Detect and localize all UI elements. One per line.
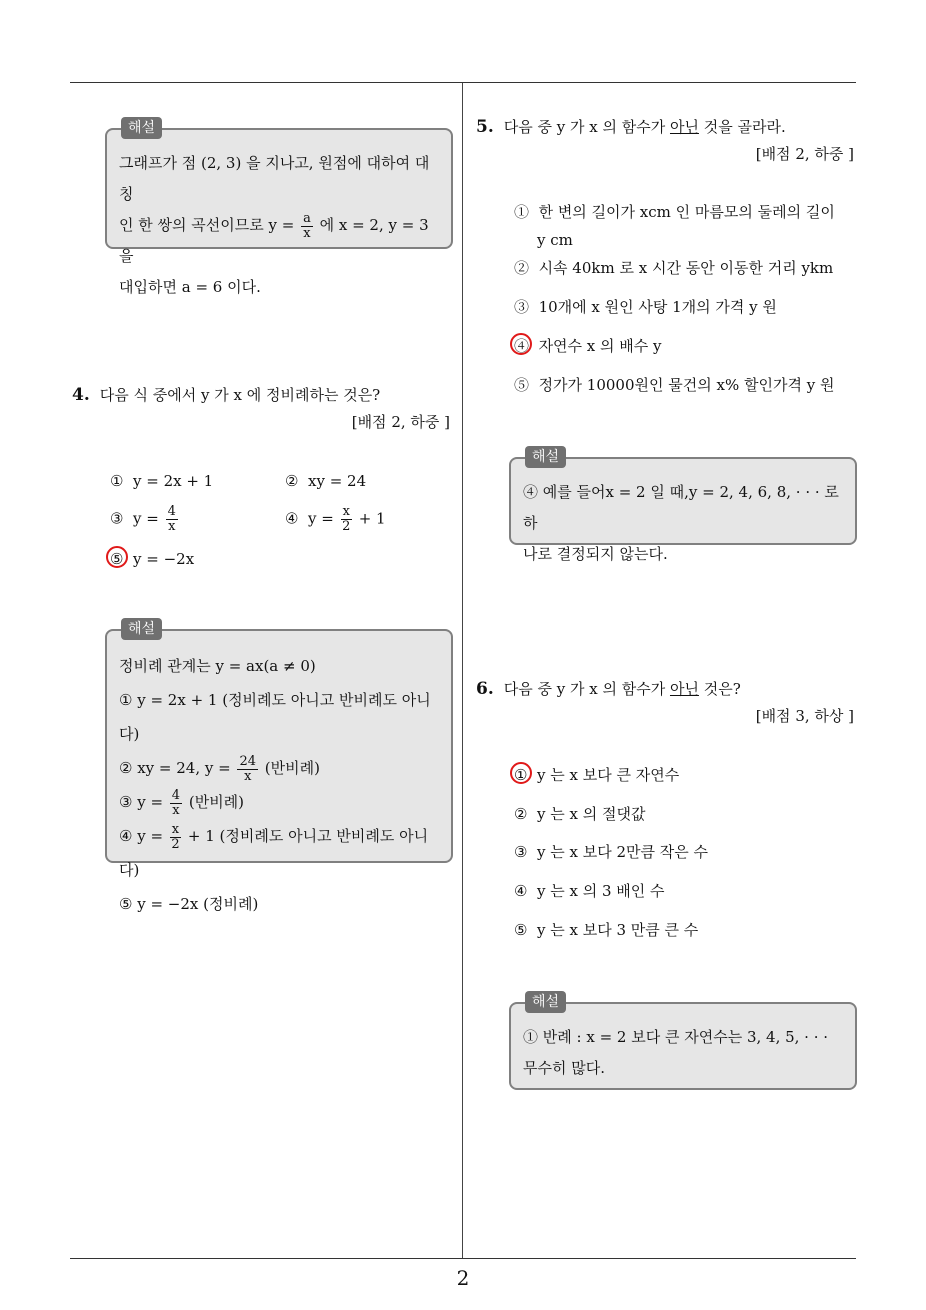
question-number: 4. [72,385,90,405]
explanation-line: ⑤ y = −2x (정비례) [119,895,259,913]
option-marker: ③ [110,509,124,528]
answer-circle-mark [510,333,532,355]
question-text: 다음 식 중에서 y 가 x 에 정비례하는 것은? [99,386,381,404]
option-text: y 는 x 보다 3 만큼 큰 수 [537,921,699,939]
fraction-denominator: x [244,768,252,784]
q5-option-4[interactable] [514,335,662,357]
q6-option-4[interactable] [514,880,665,902]
option-marker: ② [514,259,530,277]
q4-option-3[interactable] [110,505,180,534]
text-segment: ② xy = 24, y = [119,759,236,777]
explanation-line [119,210,439,272]
fraction [166,505,178,534]
option-marker: ① [514,766,528,784]
q4-option-1[interactable] [110,470,213,492]
option-marker: ③ [514,298,530,316]
fraction [301,212,313,241]
explanation-tag: 해설 [121,618,162,640]
question-text: 것은? [698,680,741,698]
option-marker: ④ [285,509,299,528]
text-segment: (반비례) [184,793,245,811]
text-segment: ③ y = [119,793,168,811]
option-text: y 는 x 의 절댓값 [537,805,646,823]
explanation-line: 대입하면 a = 6 이다. [119,278,261,296]
option-text: 10개에 x 원인 사탕 1개의 가격 y 원 [538,298,777,316]
option-marker: ③ [514,843,528,861]
q5-option-1[interactable] [514,201,835,223]
q5-option-3[interactable] [514,296,777,318]
q5-option-1-cont [537,229,573,251]
q4-option-2[interactable] [285,470,366,492]
q6-option-3[interactable] [514,841,708,863]
question-text: 다음 중 y 가 x 의 함수가 [503,680,670,698]
explanation-line: ④ 예를 들어x = 2 일 때,y = 2, 4, 6, 8, · · · 로 하 [523,483,839,532]
explanation-line [119,819,439,887]
fraction-denominator: x [303,225,311,241]
option-text: y 는 x 보다 2만큼 작은 수 [537,843,709,861]
option-marker: ② [514,805,528,823]
q6-prompt [476,678,741,700]
column-divider [462,83,463,1259]
q6-option-1[interactable] [514,764,679,786]
q5-points: [배점 2, 하중 ] [755,145,854,163]
option-text: y = −2x [133,550,195,568]
explanation-tag: 해설 [525,446,566,468]
explanation-line [119,751,439,785]
option-marker: ② [285,472,299,490]
fraction-denominator: x [172,802,180,818]
option-text: y 는 x 보다 큰 자연수 [537,766,680,784]
option-marker: ⑤ [110,550,124,568]
explanation-line: 나로 결정되지 않는다. [523,545,668,563]
answer-circle-mark [510,762,532,784]
q4-explanation-box [105,621,453,913]
answer-circle-mark [106,546,128,568]
option-text: y = [308,509,339,528]
fraction [170,823,181,852]
underlined-word: 아닌 [669,118,699,136]
fraction-numerator: x [342,504,350,519]
option-text: y cm [537,231,573,249]
text-segment: 인 한 쌍의 곡선이므로 y = [119,216,300,234]
text-segment: ④ y = [119,827,168,845]
option-marker: ⑤ [514,376,530,394]
option-text: y = [133,509,164,528]
option-marker: ① [514,203,530,221]
text-segment: 에 x = 2, y = 3 을 [119,216,429,265]
option-text: 한 변의 길이가 xcm 인 마름모의 둘레의 길이 [538,203,835,221]
question-number: 5. [476,117,494,137]
explanation-line: 정비례 관계는 y = ax(a ≠ 0) [119,657,316,675]
option-text: + 1 [353,509,386,528]
q4-option-4[interactable] [285,505,386,534]
text-segment: + 1 (정비례도 아니고 반비례도 아니다) [119,827,429,879]
bottom-rule [70,1258,856,1259]
fraction-numerator: x [171,821,180,837]
fraction-denominator: 2 [342,519,351,534]
text-segment: (반비례) [260,759,320,777]
fraction-numerator: 4 [167,504,176,519]
q6-explanation-box [509,994,857,1090]
option-text: 정가가 10000원인 물건의 x% 할인가격 y 원 [538,376,835,394]
question-text: 다음 중 y 가 x 의 함수가 [503,118,670,136]
q5-option-5[interactable] [514,374,834,396]
fraction-numerator: 4 [171,787,181,803]
explanation-line [119,785,439,819]
q5-prompt [476,116,786,138]
option-marker: ④ [514,337,530,355]
option-marker: ① [110,472,124,490]
q6-option-5[interactable] [514,919,698,941]
q5-option-2[interactable] [514,257,833,279]
option-text: y 는 x 의 3 배인 수 [537,882,665,900]
explanation-line: ① 반례 : x = 2 보다 큰 자연수는 3, 4, 5, · · · [523,1028,829,1046]
option-text: 시속 40km 로 x 시간 동안 이동한 거리 ykm [538,259,834,277]
q6-option-2[interactable] [514,803,645,825]
option-marker: ④ [514,882,528,900]
explanation-tag: 해설 [525,991,566,1013]
q4-prompt [72,384,380,406]
option-text: 자연수 x 의 배수 y [538,337,662,355]
fraction-numerator: a [303,210,311,226]
top-rule [70,82,856,83]
fraction [237,755,258,784]
q4-points: [배점 2, 하중 ] [351,413,450,431]
question-text: 것을 골라라. [698,118,786,136]
explanation-line: ① y = 2x + 1 (정비례도 아니고 반비례도 아니다) [119,691,431,743]
option-text: y = 2x + 1 [133,472,214,490]
option-text: xy = 24 [308,472,367,490]
underlined-word: 아닌 [669,680,699,698]
fraction [170,789,182,818]
explanation-line: 무수히 많다. [523,1059,605,1077]
option-marker: ⑤ [514,921,528,939]
page-number: 2 [456,1266,470,1290]
fraction-numerator: 24 [239,753,257,769]
explanation-line: 그래프가 점 (2, 3) 을 지나고, 원점에 대하여 대칭 [119,154,430,203]
q5-explanation-box [509,449,857,563]
fraction-denominator: 2 [171,836,180,852]
fraction-denominator: x [168,519,176,534]
fraction [341,505,352,534]
question-number: 6. [476,679,494,699]
q6-points: [배점 3, 하상 ] [755,707,854,725]
explanation-tag: 해설 [121,117,162,139]
q3-explanation-box [105,120,453,296]
